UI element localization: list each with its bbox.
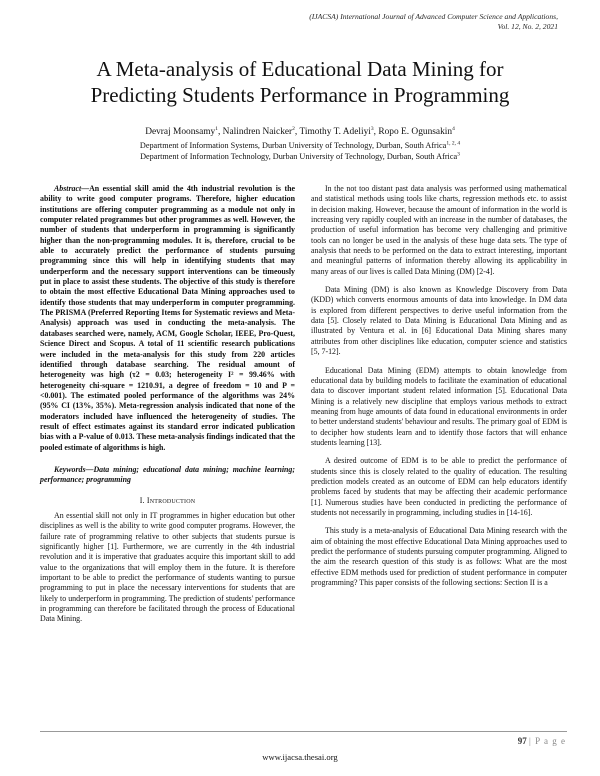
left-column xyxy=(40,184,295,631)
affiliation-text: Department of Information Technology, Durban University of Technology, Durban, South Africa xyxy=(140,152,458,161)
title-line-2: Predicting Students Performance in Programming xyxy=(90,83,510,107)
footer-divider xyxy=(40,731,567,732)
paragraph: Educational Data Mining (EDM) attempts to obtain knowledge from educational data by building models to facilitate the examination of educational data to discover important student related information [5]. Educational Data Mining is a relatively new discipline that employs various methods to extract meaning from huge amounts of data found in educational environments in order to better understand students' behaviour and results. The primary goal of EDM is to decipher how students learn and to identify those factors that will enhance students learning [13]. xyxy=(311,365,567,447)
running-header xyxy=(238,12,558,32)
author: Timothy T. Adeliyi xyxy=(299,127,371,137)
paper-title xyxy=(40,56,560,108)
paragraph: This study is a meta-analysis of Educational Data Mining research with the aim of obtaining the most effective Educational Data Mining approaches used to predict the performance of students pursuing computer programming. Aligned to the aim the research question of this study is as follows: What are the most effective EDM methods used for prediction of student performance in computer programming? This paper consists of the following sections: Section II is a xyxy=(311,526,567,588)
section-heading: I. Introduction xyxy=(139,495,196,505)
page-number-value: 97 xyxy=(517,736,527,746)
title-line-1: A Meta-analysis of Educational Data Mining for xyxy=(96,57,504,81)
affiliation-sup: 1, 2, 4 xyxy=(446,140,461,147)
author-list: Devraj Moonsamy$^1$, Nalindren Naicker$^2$, Timothy T. Adeliyi$^3$, Ropo E. Ogunsakin$^4$ xyxy=(145,125,455,137)
page-label: | P a g e xyxy=(529,736,566,746)
affiliation xyxy=(40,151,560,162)
keywords xyxy=(40,465,295,486)
paragraph: In the not too distant past data analysis was performed using mathematical and statistical methods using tools like charts, regression methods etc. to assist in decision making. However, because the amount of information in the world is increasing very rapidly coupled with an increase in the number of databases, the production of useful information has become very challenging and primitive tools can no longer be used in the analysis of these huge data sets. The type of analysis that needs to be performed on the data to extract interesting, important and meaningful patterns of information thereby allowing its applicability in many areas of our lives is called Data Mining (DM) [2-4]. xyxy=(311,184,567,276)
paragraph: Data Mining (DM) is also known as Knowledge Discovery from Data (KDD) which converts enormous amounts of data into knowledge. In DM data is explored from different perspectives to derive useful information from the data [5]. Closely related to Data Mining is Educational Data Mining and as illustrated by Ventura et al. in [6] Educational Data Mining shares many attributes from other disciplines like education, computer science and statistics [5, 7-12]. xyxy=(311,285,567,357)
abstract xyxy=(40,184,295,453)
keywords-label: Keywords xyxy=(54,464,86,474)
affiliation-text: Department of Information Systems, Durban University of Technology, Durban, South Africa xyxy=(139,141,447,150)
keywords-text: —Data mining; educational data mining; machine learning; performance; programming xyxy=(40,464,295,485)
author: Ropo E. Ogunsakin xyxy=(378,127,453,137)
page-number xyxy=(518,736,566,746)
journal-volume: Vol. 12, No. 2, 2021 xyxy=(497,22,558,31)
affiliation-sup: 3 xyxy=(457,151,460,158)
author: Nalindren Naicker xyxy=(222,127,293,137)
author-sup: 4 xyxy=(452,125,455,132)
paragraph: An essential skill not only in IT programmes in higher education but other disciplines as well is the ability to write good computer programs. However, the failure rate of programming relative to other subjects that students pursue is significantly higher [1]. Furthermore, we are currently in the 4th industrial revolution and it is imperative that graduates acquire this important skill to add value to the organizations that will employ them in the future. It is therefore important to be able to predict the performance of students wanting to pursue programming to put in place the necessary interventions for students that are likely to underperform in programming. The prediction of students' performance in programming can therefore be facilitated through the process of Educational Data Mining. xyxy=(40,510,295,624)
author: Devraj Moonsamy xyxy=(145,127,216,137)
author-sup: 3 xyxy=(370,125,374,132)
right-column xyxy=(311,184,567,596)
author-sup: 2 xyxy=(292,125,295,132)
author-sup: 1 xyxy=(215,125,218,132)
abstract-text: —An essential skill amid the 4th industrial revolution is the ability to write good computer programs. Therefore, higher education institutions are offering computer programming as a module not only in computer related programmes but other programmes as well. However, the number of students that underperform in programming is significantly higher than the non-programming modules. It is, therefore, crucial to be able to accurately predict the performance of students pursuing programming since this will help in identifying students that may underperform and the necessary support interventions can be timeously put in place to assist these students. The objective of this study is therefore to obtain the most effective Educational Data Mining approaches used to identify those students that may underperform in computer programming. The PRISMA (Preferred Reporting Items for Systematic reviews and Meta-Analysis) approach was used in conducting the meta-analysis. The databases searched were, namely, ACM, Google Scholar, IEEE, Pro-Quest, Science Direct and Scopus. A total of 11 scientific research publications were included in the meta-analysis for this study from 220 articles identified through database searching. The residual amount of heterogeneity was high (τ2 = 0.03; heterogeneity I² = 99.46% with heterogeneity chi-square = 1210.91, a degree of freedom = 10 and P = <0.001). The estimated pooled performance of the algorithms was 24% (95% CI (13%, 35%). Meta-regression analysis indicated that none of the moderators included have influenced the heterogeneity of studies. The result of effect estimates against its standard error indicated publication bias with a P-value of 0.013. These meta-analysis findings indicated that the pooled estimate of algorithms is high. xyxy=(40,184,295,452)
affiliation xyxy=(40,140,560,151)
abstract-label: Abstract xyxy=(54,184,82,193)
journal-name: (IJACSA) International Journal of Advanced Computer Science and Applications, xyxy=(309,12,558,21)
footer-url[interactable]: www.ijacsa.thesai.org xyxy=(262,752,338,762)
paragraph: A desired outcome of EDM is to be able to predict the performance of students since this is closely related to the quality of education. The resulting prediction models created as an outcome of EDM can help educators identify problems faced by students that may be affecting their academic performance [1]. Numerous studies have been conducted in predicting the performance of students not necessarily in programming, including studies in [14-16]. xyxy=(311,456,567,517)
